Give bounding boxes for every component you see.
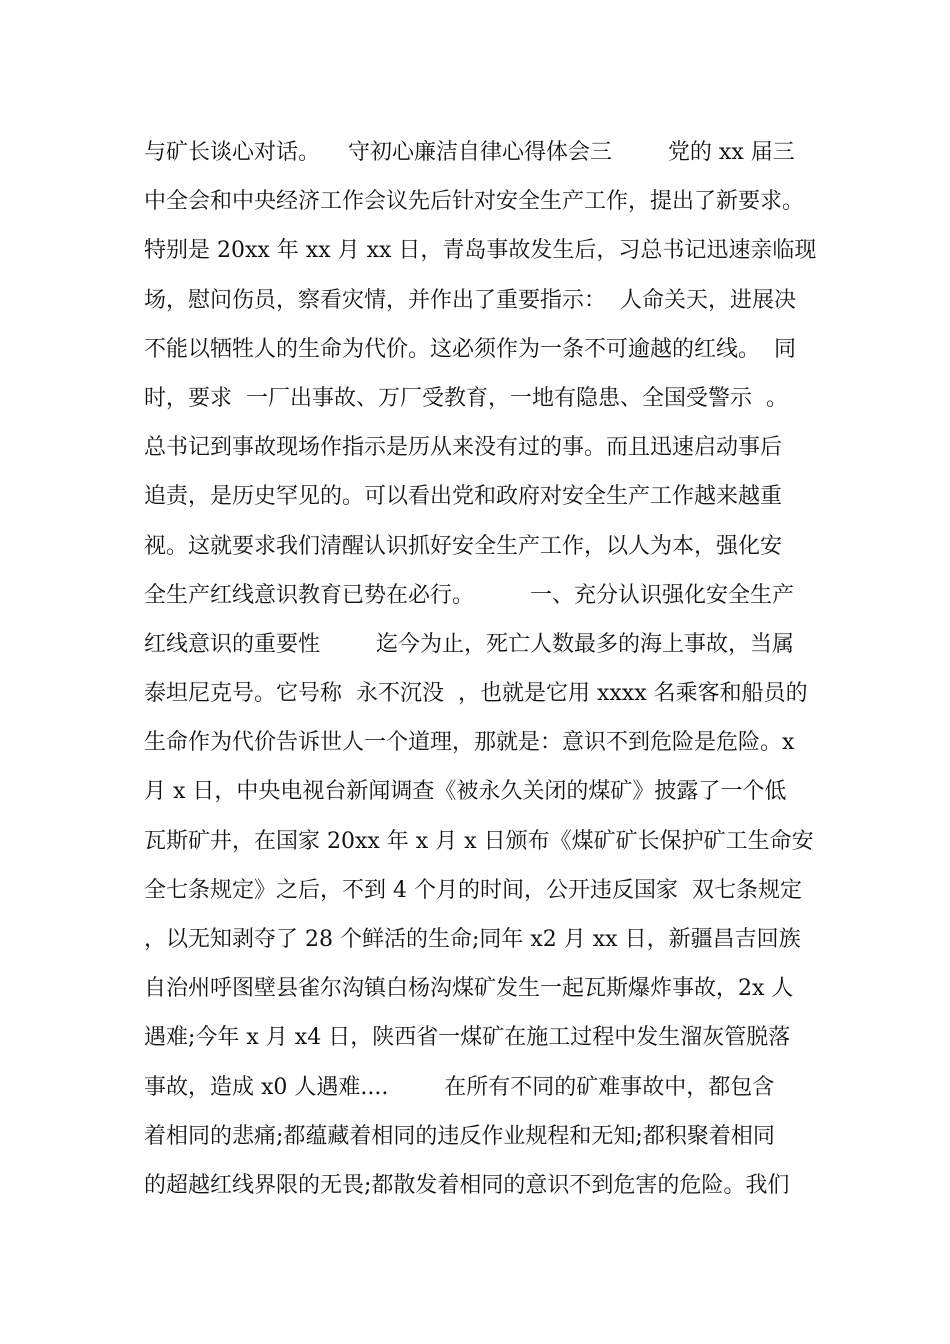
text-line: 特别是 20xx 年 xx 月 xx 日，青岛事故发生后，习总书记迅速亲临现: [144, 238, 817, 264]
text-line: 不能以牺牲人的生命为代价。这必须作为一条不可逾越的红线。 同: [144, 336, 796, 362]
text-line: 月 x 日，中央电视台新闻调查《被永久关闭的煤矿》披露了一个低: [144, 779, 787, 805]
text-line: 瓦斯矿井，在国家 20xx 年 x 月 x 日颁布《煤矿矿长保护矿工生命安: [144, 828, 814, 854]
text-line: 着相同的悲痛;都蕴藏着相同的违反作业规程和无知;都积聚着相同: [144, 1123, 775, 1149]
text-line: 全生产红线意识教育已势在必行。 一、充分认识强化安全生产: [144, 582, 794, 608]
text-line: 与矿长谈心对话。 守初心廉洁自律心得体会三 党的 xx 届三: [144, 140, 795, 165]
text-line: 自治州呼图壁县雀尔沟镇白杨沟煤矿发生一起瓦斯爆炸事故，2x 人: [144, 976, 794, 1002]
text-line: 视。这就要求我们清醒认识抓好安全生产工作，以人为本，强化安: [144, 533, 783, 559]
text-line: 事故，造成 x0 人遇难.... 在所有不同的矿难事故中，都包含: [144, 1074, 775, 1100]
text-line: ，以无知剥夺了 28 个鲜活的生命;同年 x2 月 xx 日，新疆昌吉回族: [144, 927, 801, 952]
text-line: 的超越红线界限的无畏;都散发着相同的意识不到危害的危险。我们: [144, 1172, 790, 1198]
text-line: 追责，是历史罕见的。可以看出党和政府对安全生产工作越来越重: [144, 484, 783, 510]
text-line: 总书记到事故现场作指示是历从来没有过的事。而且迅速启动事后: [144, 435, 783, 461]
text-line: 场，慰问伤员，察看灾情，并作出了重要指示： 人命关天，进展决: [144, 287, 796, 313]
text-line: 红线意识的重要性 迄今为止，死亡人数最多的海上事故，当属: [144, 631, 794, 657]
text-line: 遇难;今年 x 月 x4 日，陕西省一煤矿在施工过程中发生溜灰管脱落: [144, 1025, 791, 1051]
text-line: 泰坦尼克号。它号称 永不沉没 ，也就是它用 xxxx 名乘客和船员的: [144, 681, 808, 707]
text-line: 时，要求 一厂出事故、万厂受教育，一地有隐患、全国受警示 。: [144, 385, 788, 411]
text-line: 生命作为代价告诉世人一个道理，那就是：意识不到危险是危险。x: [144, 730, 795, 756]
text-line: 中全会和中央经济工作会议先后针对安全生产工作，提出了新要求。: [144, 189, 805, 215]
body-text: [144, 128, 824, 1210]
text-line: 全七条规定》之后，不到 4 个月的时间，公开违反国家 双七条规定: [144, 877, 802, 903]
